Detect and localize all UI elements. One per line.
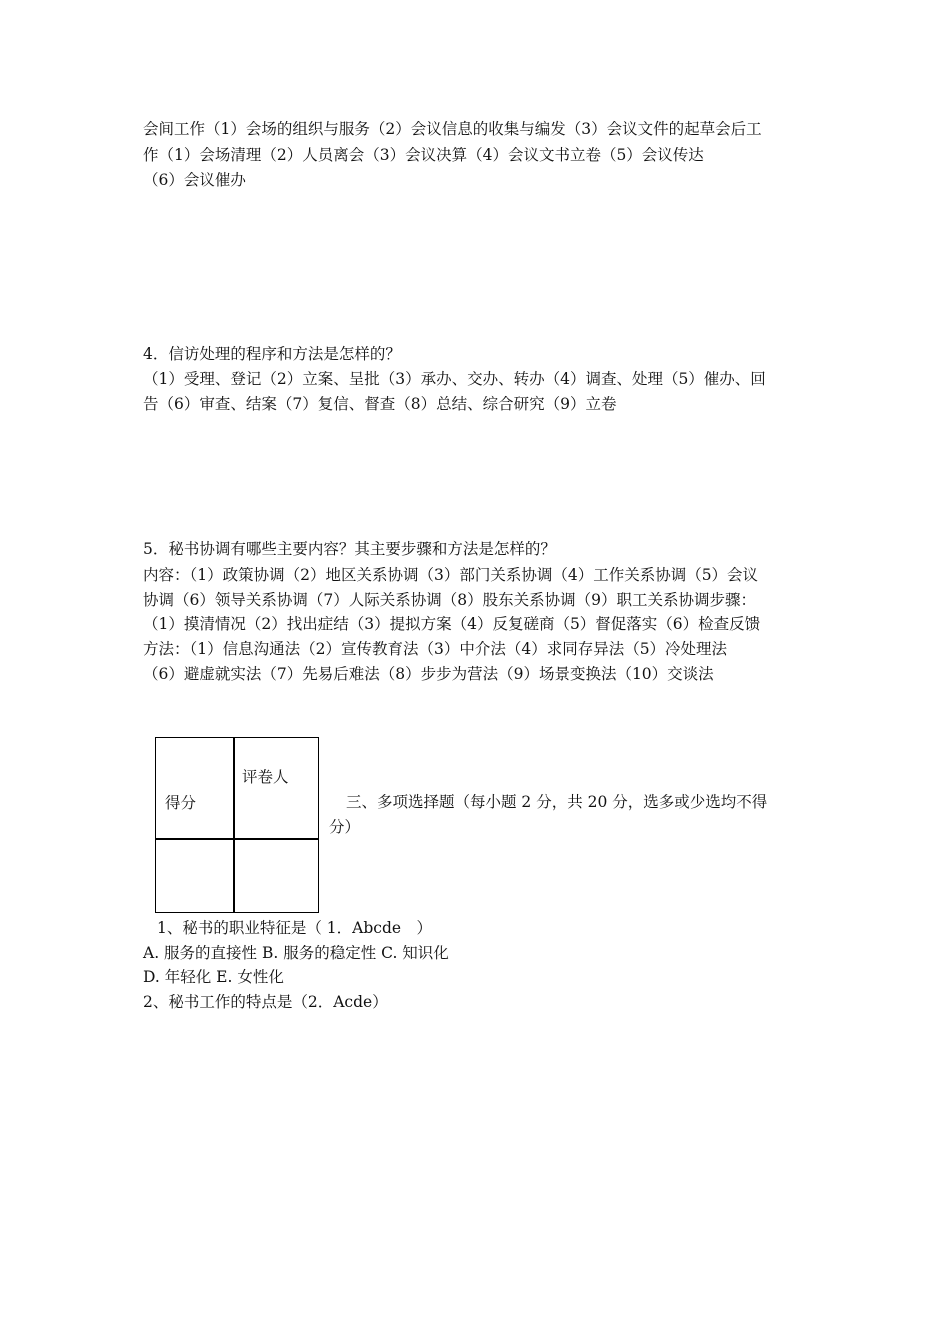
mc-q1-options-line-1: A. 服务的直接性 B. 服务的稳定性 C. 知识化 (143, 944, 449, 962)
q4-answer-line-1: （1）受理、登记（2）立案、呈批（3）承办、交办、转办（4）调查、处理（5）催办、回 (143, 370, 766, 388)
mc-q1-options-line-2: D. 年轻化 E. 女性化 (143, 968, 284, 986)
mc-q1-stem: 1、秘书的职业特征是（ 1．Abcde ） (157, 919, 433, 937)
score-table (155, 737, 319, 913)
q5-answer-line-1: 内容：（1）政策协调（2）地区关系协调（3）部门关系协调（4）工作关系协调（5）会议 (143, 566, 759, 584)
section-3-heading-line-1: 三、多项选择题（每小题 2 分，共 20 分，选多或少选均不得 (346, 793, 768, 811)
mc-q2-stem: 2、秘书工作的特点是（2．Acde） (143, 993, 388, 1011)
meeting-work-line-1: 会间工作（1）会场的组织与服务（2）会议信息的收集与编发（3）会议文件的起草会后工 (143, 120, 762, 138)
grader-entry-cell[interactable] (235, 839, 318, 912)
grader-label: 评卷人 (242, 768, 289, 786)
score-label: 得分 (165, 794, 197, 812)
q5-answer-line-4: 方法：（1）信息沟通法（2）宣传教育法（3）中介法（4）求同存异法（5）冷处理法 (143, 640, 728, 658)
meeting-work-line-2: 作（1）会场清理（2）人员离会（3）会议决算（4）会议文书立卷（5）会议传达 (143, 146, 704, 164)
q5-answer-line-3: （1）摸清情况（2）找出症结（3）提拟方案（4）反复磋商（5）督促落实（6）检查反馈 (143, 615, 761, 633)
q5-title: 5．秘书协调有哪些主要内容？其主要步骤和方法是怎样的？ (143, 540, 556, 558)
q5-answer-line-5: （6）避虚就实法（7）先易后难法（8）步步为营法（9）场景变换法（10）交谈法 (143, 665, 714, 683)
meeting-work-line-3: （6）会议催办 (143, 171, 246, 189)
q5-answer-line-2: 协调（6）领导关系协调（7）人际关系协调（8）股东关系协调（9）职工关系协调步骤： (143, 591, 756, 609)
section-3-heading-line-2: 分） (329, 818, 361, 836)
q4-title: 4．信访处理的程序和方法是怎样的？ (143, 345, 401, 363)
q4-answer-line-2: 告（6）审查、结案（7）复信、督查（8）总结、综合研究（9）立卷 (143, 395, 617, 413)
score-entry-cell[interactable] (156, 839, 233, 912)
